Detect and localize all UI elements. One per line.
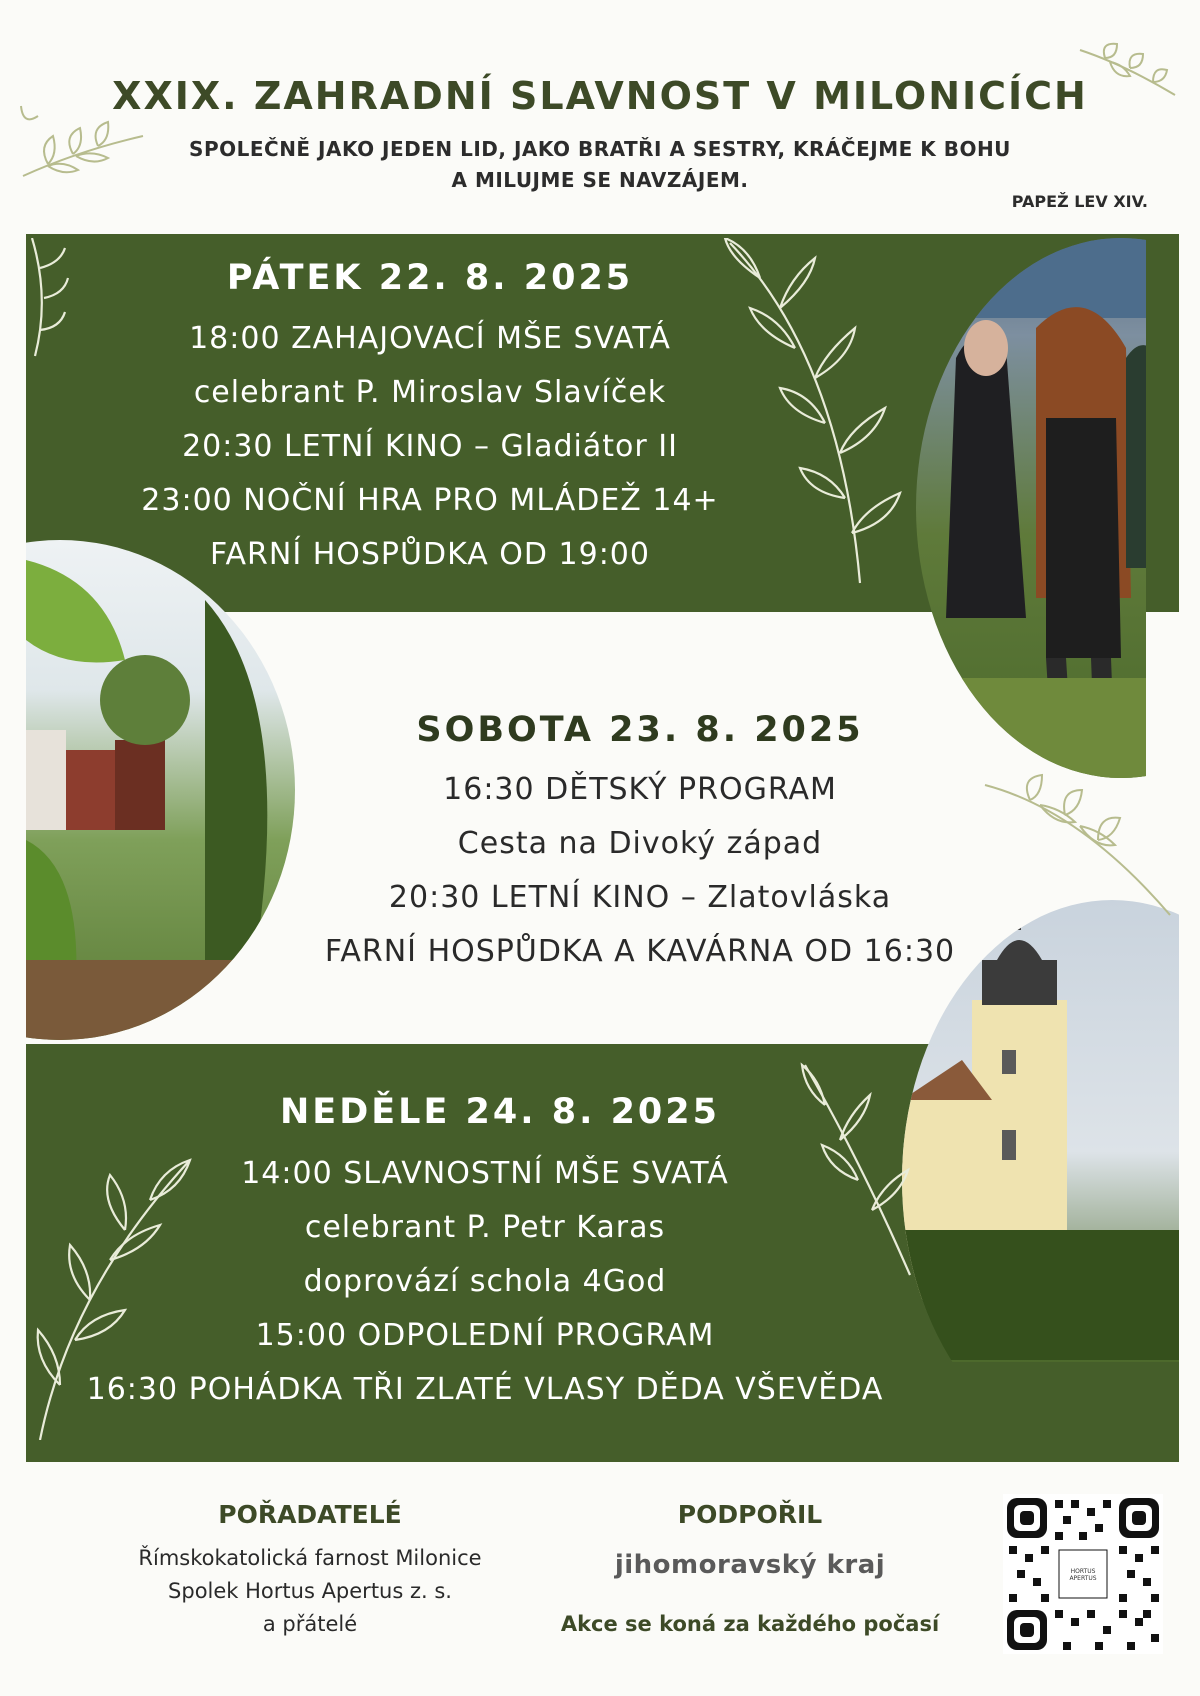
leaf-branch-icon	[980, 770, 1180, 920]
program-line: 16:30 DĚTSKÝ PROGRAM	[443, 772, 837, 807]
organizer-name: a přátelé	[262, 1612, 358, 1636]
program-line: FARNÍ HOSPŮDKA A KAVÁRNA OD 16:30	[324, 934, 956, 969]
friday-heading: PÁTEK 22. 8. 2025	[226, 258, 634, 298]
program-line: 20:30 LETNÍ KINO – Zlatovláska	[388, 880, 892, 915]
page-title: XXIX. ZAHRADNÍ SLAVNOST V MILONICÍCH	[112, 74, 1088, 118]
program-line: 23:00 NOČNÍ HRA PRO MLÁDEŽ 14+	[141, 483, 719, 518]
weather-note: Akce se koná za každého počasí	[560, 1612, 940, 1636]
program-line: doprovází schola 4God	[303, 1264, 667, 1299]
program-line: 15:00 ODPOLEDNÍ PROGRAM	[255, 1318, 715, 1353]
program-line: 14:00 SLAVNOSTNÍ MŠE SVATÁ	[241, 1156, 729, 1191]
leaf-branch-icon	[30, 238, 70, 358]
program-line: 18:00 ZAHAJOVACÍ MŠE SVATÁ	[189, 321, 671, 356]
leaf-branch-icon	[720, 238, 920, 588]
program-line: 20:30 LETNÍ KINO – Gladiátor II	[182, 429, 678, 464]
organizers-heading: POŘADATELÉ	[218, 1500, 402, 1529]
program-line: celebrant P. Miroslav Slavíček	[193, 375, 667, 410]
quote-author: PAPEŽ LEV XIV.	[1011, 192, 1148, 211]
saturday-heading: SOBOTA 23. 8. 2025	[416, 710, 864, 750]
supporter-logo: jihomoravský kraj	[614, 1550, 886, 1580]
organizer-name: Spolek Hortus Apertus z. s.	[168, 1579, 452, 1603]
quote-line-2: A MILUJME SE NAVZÁJEM.	[451, 168, 749, 192]
qr-code[interactable]	[1003, 1494, 1163, 1654]
supported-heading: PODPOŘIL	[677, 1500, 823, 1529]
qr-logo-text: HORTUS APERTUS	[1069, 1568, 1097, 1582]
sunday-heading: NEDĚLE 24. 8. 2025	[280, 1092, 720, 1132]
sunday-program	[30, 1147, 940, 1417]
saturday-program	[280, 763, 1000, 979]
garden-gate-photo	[0, 540, 295, 1040]
organizers-list	[60, 1542, 560, 1641]
program-line: 16:30 POHÁDKA TŘI ZLATÉ VLASY DĚDA VŠEVĚDA	[86, 1372, 884, 1407]
organizer-name: Římskokatolická farnost Milonice	[138, 1546, 482, 1570]
program-line: Cesta na Divoký západ	[457, 826, 823, 861]
quote-line-1: SPOLEČNĚ JAKO JEDEN LID, JAKO BRATŘI A SESTRY, KRÁČEJME K BOHU	[189, 137, 1011, 161]
friday-program	[110, 312, 750, 582]
program-line: celebrant P. Petr Karas	[304, 1210, 666, 1245]
program-line: FARNÍ HOSPŮDKA OD 19:00	[210, 537, 650, 572]
